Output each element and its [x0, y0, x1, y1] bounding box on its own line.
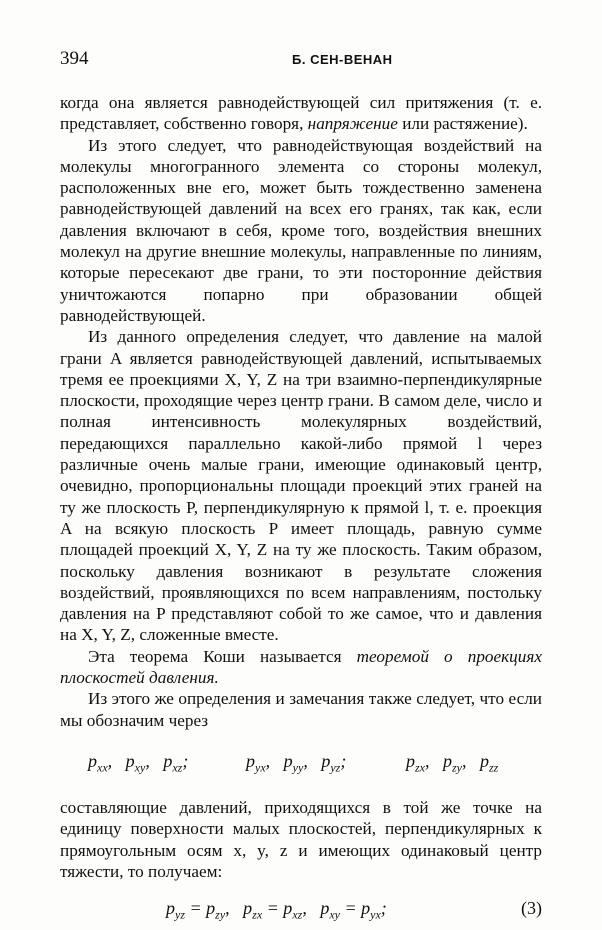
- formula-group-z: $p_{zx}$, $p_{zy}$, $p_{zz}$: [406, 750, 499, 775]
- equation-number: (3): [521, 898, 542, 919]
- paragraph-2: Из этого следует, что равнодействующая воздействий на молекулы многогранного элемента со стороны молекул, расположенных вне его, может быть тождественно заменена равнодействующей давлений на всех его гранях, так как, если давления включают в себя, кроме того, воздействия внешних молекул на другие внешние молекулы, направленные по линиям, которые пересекают две грани, то эти посторонние действия уничтожаются попарно при образовании общей равнодействующей.: [60, 135, 542, 325]
- formula-group-y: $p_{yx}$, $p_{yy}$, $p_{yz}$;: [246, 750, 347, 775]
- paragraph-3: Из данного определения следует, что давление на малой грани A является равнодействующей давлений, испытываемых тремя ее проекциями X, Y, Z на три взаимно-перпендикулярные плоскости, проходящие через центр грани. В самом деле, число и полная интенсивность молекулярных воздействий, передающихся параллельно какой-либо прямой l через различные очень малые грани, имеющие одинаковый центр, очевидно, пропорциональны площади проекций этих граней на ту же плоскость P, перпендикулярную к прямой l, т. е. проекция A на всякую плоскость P имеет площадь, равную сумме площадей проекций X, Y, Z на ту же плоскость. Таким образом, поскольку давления возникают в результате сложения воздействий, проявляющихся по всем направлениям, постольку давления на P представляют собой то же самое, что и давления на X, Y, Z, сложенные вместе.: [60, 327, 542, 645]
- page-number: 394: [60, 48, 89, 69]
- equation-3: [60, 890, 542, 930]
- paragraph-1: когда она является равнодействующей сил притяжения (т. е. представляет, собственно говоря, напряжение или растяжение).: [60, 93, 542, 134]
- paragraph-5: Из этого же определения и замечания также следует, что если мы обозначим через: [60, 689, 542, 730]
- paragraph-4: Эта теорема Коши называется теоремой о проекциях плоскостей давления.: [60, 646, 542, 688]
- formula-group-x: $p_{xx}$, $p_{xy}$, $p_{xz}$;: [88, 750, 189, 775]
- emphasis-napryazhenie: напряжение: [307, 114, 398, 134]
- running-head: Б. СЕН-ВЕНАН: [292, 52, 393, 67]
- page: [60, 48, 542, 930]
- formula-components: [60, 731, 542, 797]
- page-header: [60, 48, 542, 76]
- body-text: [60, 92, 542, 930]
- theorem-name: теоремой о проекциях плоскостей давления.: [60, 646, 542, 688]
- equation-3-body: $p_{yz} = p_{zy}$, $p_{zx} = p_{xz}$, $p_{xy} = p_{yx}$;: [166, 898, 387, 922]
- paragraph-6: составляющие давлений, приходящихся в той же точке на единицу поверхности малых плоскостей, перпендикулярных к прямоугольным осям x, y, z и имеющих одинаковый центр тяжести, то получаем:: [60, 797, 542, 881]
